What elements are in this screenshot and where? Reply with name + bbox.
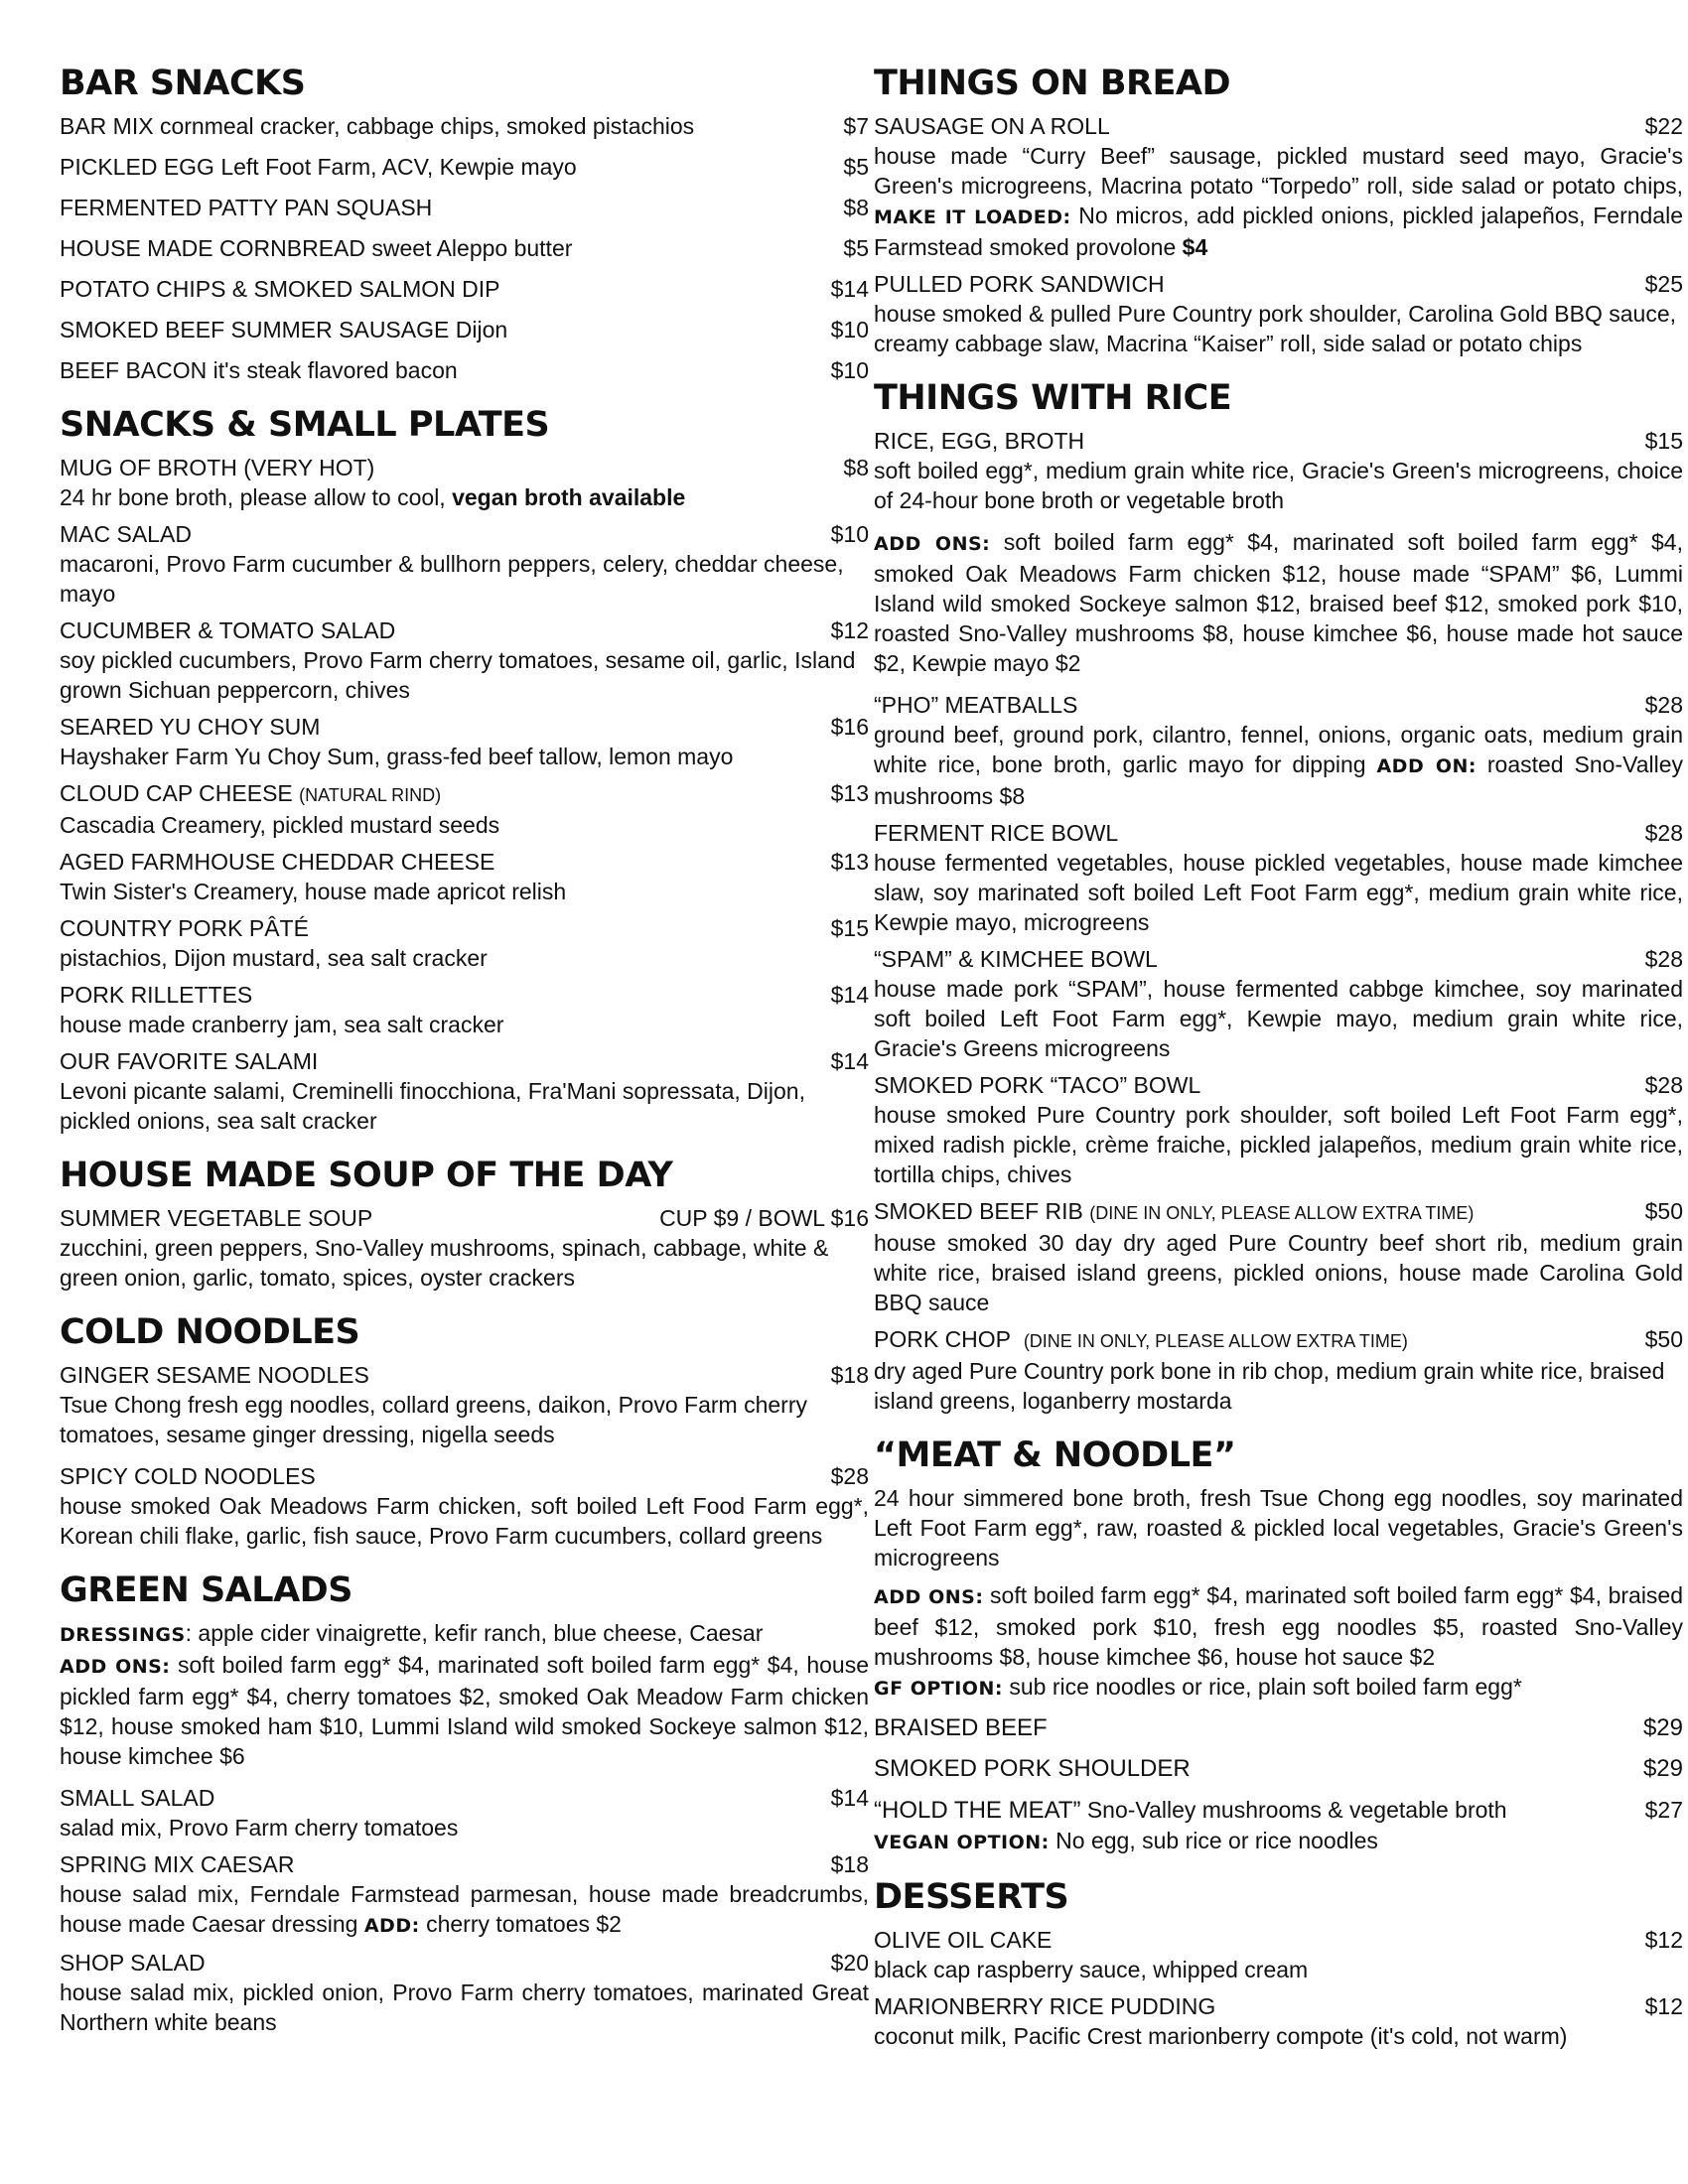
item-price: $12 bbox=[1644, 1927, 1683, 1953]
item-price: $7 bbox=[843, 113, 869, 139]
menu-item bbox=[60, 1360, 869, 1449]
item-price: $10 bbox=[830, 317, 869, 342]
menu-item bbox=[874, 426, 1683, 515]
dressings-text: : apple cider vinaigrette, kefir ranch, blue cheese, Caesar bbox=[185, 1620, 764, 1646]
gf-text: sub rice noodles or rice, plain soft boiled farm egg* bbox=[1009, 1674, 1522, 1700]
item-price: $14 bbox=[830, 276, 869, 302]
section-title: DESSERTS bbox=[874, 1877, 1069, 1917]
item-name: PULLED PORK SANDWICH bbox=[874, 271, 1165, 297]
item-desc: dry aged Pure Country pork bone in rib chop, medium grain white rice, braised island greens, loganberry mostarda bbox=[874, 1358, 1665, 1414]
item-name: SMOKED PORK SHOULDER bbox=[874, 1755, 1191, 1782]
item-price: $14 bbox=[830, 1048, 869, 1074]
item-detail: cornmeal cracker, cabbage chips, smoked pistachios bbox=[159, 113, 695, 139]
item-price: $14 bbox=[830, 982, 869, 1008]
item-desc: house made pork “SPAM”, house fermented cabbge kimchee, soy marinated soft boiled Left Foot Farm egg*, Kewpie mayo, medium grain white rice, Gracie's Greens microgreens bbox=[874, 976, 1683, 1061]
item-desc: soy pickled cucumbers, Provo Farm cherry tomatoes, sesame oil, garlic, Island grown Sichuan peppercorn, chives bbox=[60, 647, 856, 703]
addons-label: ADD ONS: bbox=[60, 1656, 171, 1678]
item-price: $25 bbox=[1644, 271, 1683, 297]
menu-item bbox=[874, 1070, 1683, 1189]
menu-item bbox=[60, 193, 869, 222]
item-name: “HOLD THE MEAT” bbox=[874, 1797, 1081, 1824]
dressings-label: DRESSINGS bbox=[60, 1624, 186, 1646]
item-name: SPRING MIX CAESAR bbox=[60, 1851, 295, 1877]
item-name: POTATO CHIPS & SMOKED SALMON DIP bbox=[60, 276, 500, 302]
item-desc: house made cranberry jam, sea salt cracker bbox=[60, 1012, 504, 1037]
item-price: $18 bbox=[830, 1362, 869, 1388]
item-price: CUP $9 / BOWL $16 bbox=[659, 1205, 869, 1231]
item-price: $10 bbox=[830, 357, 869, 383]
add-label: ADD ON: bbox=[1376, 755, 1477, 777]
item-price: $50 bbox=[1644, 1326, 1683, 1352]
item-desc: ground beef, ground pork, cilantro, fennel, onions, organic oats, medium grain white rice, bone broth, garlic mayo for dipping bbox=[874, 722, 1683, 777]
menu-item bbox=[60, 913, 869, 973]
section-desc: 24 hour simmered bone broth, fresh Tsue Chong egg noodles, soy marinated Left Foot Farm egg*, raw, roasted & pickled local vegetables, Gracie's Green's microgreens bbox=[874, 1485, 1683, 1570]
item-price: $8 bbox=[843, 455, 869, 480]
item-price: $22 bbox=[1644, 113, 1683, 139]
menu-item bbox=[874, 1991, 1683, 2051]
item-desc: pistachios, Dijon mustard, sea salt cracker bbox=[60, 945, 488, 971]
menu-item bbox=[60, 847, 869, 906]
addons-text: soft boiled farm egg* $4, marinated soft boiled farm egg* $4, braised beef $12, smoked pork $10, fresh egg noodles $5, roasted Sno-Valley mushrooms $8, house kimchee $6, house hot sauce $2 bbox=[874, 1582, 1684, 1670]
menu-item bbox=[874, 269, 1683, 358]
menu-item bbox=[60, 233, 869, 263]
menu-item bbox=[60, 355, 869, 385]
vegan-label: VEGAN OPTION: bbox=[874, 1832, 1050, 1853]
add-label: ADD: bbox=[363, 1915, 420, 1937]
item-name: MARIONBERRY RICE PUDDING bbox=[874, 1993, 1216, 2019]
item-desc: house smoked 30 day dry aged Pure Country beef short rib, medium grain white rice, braised island greens, pickled onions, house made Carolina Gold BBQ sauce bbox=[874, 1230, 1683, 1315]
item-name: “PHO” MEATBALLS bbox=[874, 692, 1078, 718]
vegan-text: No egg, sub rice or rice noodles bbox=[1055, 1828, 1378, 1853]
item-name: “SPAM” & KIMCHEE BOWL bbox=[874, 946, 1158, 972]
item-price: $27 bbox=[1644, 1797, 1683, 1823]
loaded-label: MAKE IT LOADED: bbox=[874, 206, 1071, 228]
item-name: CLOUD CAP CHEESE bbox=[60, 780, 293, 806]
menu-item bbox=[874, 1754, 1683, 1784]
item-desc: Twin Sister's Creamery, house made apricot relish bbox=[60, 879, 567, 904]
menu-item bbox=[60, 778, 869, 840]
menu-item bbox=[874, 1713, 1683, 1743]
item-name: OLIVE OIL CAKE bbox=[874, 1927, 1053, 1953]
menu-item bbox=[60, 315, 869, 344]
menu-item bbox=[874, 944, 1683, 1063]
item-desc: Cascadia Creamery, pickled mustard seeds bbox=[60, 812, 500, 838]
desserts-section bbox=[874, 1875, 1683, 2051]
menu-item bbox=[874, 1795, 1683, 1826]
addons-text: soft boiled farm egg* $4, marinated soft boiled farm egg* $4, smoked Oak Meadows Farm chicken $12, house made “SPAM” $6, Lummi Island wild smoked Sockeye salmon $12, braised beef $12, smoked pork $10, roasted Sno-Valley mushrooms $8, house kimchee $6, house made hot sauce $2, Kewpie mayo $2 bbox=[874, 529, 1683, 676]
menu-item bbox=[60, 1783, 869, 1843]
item-name: BAR MIX bbox=[60, 113, 154, 139]
addons-label: ADD ONS: bbox=[874, 1586, 984, 1608]
item-name: AGED FARMHOUSE CHEDDAR CHEESE bbox=[60, 849, 495, 875]
item-price: $50 bbox=[1644, 1198, 1683, 1224]
item-price: $28 bbox=[830, 1463, 869, 1489]
item-price: $28 bbox=[1644, 1072, 1683, 1098]
menu-item bbox=[874, 1925, 1683, 1984]
menu-item bbox=[874, 1196, 1683, 1317]
green-salads-section bbox=[60, 1569, 869, 2037]
item-price: $15 bbox=[1644, 428, 1683, 454]
item-price: $28 bbox=[1644, 820, 1683, 846]
item-name: HOUSE MADE CORNBREAD bbox=[60, 235, 365, 261]
item-desc: house smoked & pulled Pure Country pork shoulder, Carolina Gold BBQ sauce, creamy cabbage slaw, Macrina “Kaiser” roll, side salad or potato chips bbox=[874, 301, 1676, 356]
item-name: OUR FAVORITE SALAMI bbox=[60, 1048, 319, 1074]
item-note: (DINE IN ONLY, PLEASE ALLOW EXTRA TIME) bbox=[1089, 1203, 1475, 1223]
item-desc: Levoni picante salami, Creminelli finocchiona, Fra'Mani sopressata, Dijon, pickled onions, sea salt cracker bbox=[60, 1078, 805, 1134]
item-name: SMOKED PORK “TACO” BOWL bbox=[874, 1072, 1201, 1098]
item-desc-bold: vegan broth available bbox=[452, 484, 686, 510]
menu-item bbox=[60, 712, 869, 771]
item-desc: house salad mix, Ferndale Farmstead parmesan, house made breadcrumbs, house made Caesar dressing bbox=[60, 1881, 869, 1937]
item-price: $14 bbox=[830, 1785, 869, 1811]
menu-item bbox=[874, 1324, 1683, 1416]
section-title: THINGS ON BREAD bbox=[874, 64, 1231, 103]
item-name: SAUSAGE ON A ROLL bbox=[874, 113, 1110, 139]
item-price: $8 bbox=[843, 195, 869, 220]
addons-label: ADD ONS: bbox=[874, 533, 991, 555]
menu-item bbox=[60, 519, 869, 609]
menu-item bbox=[60, 152, 869, 182]
add-text: cherry tomatoes $2 bbox=[426, 1911, 622, 1937]
item-desc: soft boiled egg*, medium grain white rice, Gracie's Green's microgreens, choice of 24-hour bone broth or vegetable broth bbox=[874, 458, 1683, 513]
soup-section bbox=[60, 1154, 869, 1293]
loaded-price: $4 bbox=[1182, 234, 1208, 260]
item-desc: salad mix, Provo Farm cherry tomatoes bbox=[60, 1815, 459, 1841]
item-price: $29 bbox=[1642, 1714, 1683, 1741]
left-column bbox=[60, 62, 869, 2055]
menu-item bbox=[60, 1849, 869, 1941]
meat-noodle-section bbox=[874, 1433, 1683, 1857]
item-price: $12 bbox=[830, 617, 869, 643]
menu-item bbox=[60, 1203, 869, 1293]
item-name: BEEF BACON bbox=[60, 357, 208, 383]
item-price: $13 bbox=[830, 849, 869, 875]
item-name: PORK RILLETTES bbox=[60, 982, 253, 1008]
item-price: $5 bbox=[843, 154, 869, 180]
item-name: SUMMER VEGETABLE SOUP bbox=[60, 1205, 373, 1231]
loaded-text: No micros, add pickled onions, pickled jalapeños, Ferndale Farmstead smoked provolone bbox=[874, 203, 1683, 260]
item-name: COUNTRY PORK PÂTÉ bbox=[60, 915, 309, 941]
item-desc: zucchini, green peppers, Sno-Valley mushrooms, spinach, cabbage, white & green onion, garlic, tomato, spices, oyster crackers bbox=[60, 1235, 829, 1291]
item-desc: coconut milk, Pacific Crest marionberry compote (it's cold, not warm) bbox=[874, 2023, 1568, 2049]
addons-text: soft boiled farm egg* $4, marinated soft boiled farm egg* $4, house pickled farm egg* $4, cherry tomatoes $2, smoked Oak Meadow Farm chicken $12, house smoked ham $10, Lummi Island wild smoked Sockeye salmon $12, house kimchee $6 bbox=[60, 1652, 870, 1769]
item-desc: Tsue Chong fresh egg noodles, collard greens, daikon, Provo Farm cherry tomatoes, sesame ginger dressing, nigella seeds bbox=[60, 1392, 808, 1447]
item-note: (DINE IN ONLY, PLEASE ALLOW EXTRA TIME) bbox=[1023, 1331, 1408, 1351]
item-price: $13 bbox=[830, 780, 869, 806]
menu-item bbox=[60, 615, 869, 705]
section-title: COLD NOODLES bbox=[60, 1312, 360, 1352]
item-price: $29 bbox=[1642, 1755, 1683, 1782]
item-detail: it's steak flavored bacon bbox=[212, 357, 458, 383]
item-desc: house salad mix, pickled onion, Provo Farm cherry tomatoes, marinated Great Northern white beans bbox=[60, 1979, 869, 2035]
menu-item bbox=[60, 1461, 869, 1551]
item-detail: sweet Aleppo butter bbox=[371, 235, 573, 261]
item-name: SMALL SALAD bbox=[60, 1785, 215, 1811]
item-price: $20 bbox=[830, 1950, 869, 1976]
item-name: MUG OF BROTH (VERY HOT) bbox=[60, 455, 375, 480]
section-title: “MEAT & NOODLE” bbox=[874, 1435, 1236, 1475]
item-name: FERMENTED PATTY PAN SQUASH bbox=[60, 195, 433, 220]
menu-item bbox=[60, 980, 869, 1039]
item-desc: house smoked Oak Meadows Farm chicken, soft boiled Left Food Farm egg*, Korean chili flake, garlic, fish sauce, Provo Farm cucumbers, collard greens bbox=[60, 1493, 869, 1549]
menu-item bbox=[60, 1046, 869, 1136]
section-title: GREEN SALADS bbox=[60, 1570, 352, 1610]
item-name: FERMENT RICE BOWL bbox=[874, 820, 1119, 846]
item-detail: Left Foot Farm, ACV, Kewpie mayo bbox=[220, 154, 577, 180]
item-name: SMOKED BEEF SUMMER SAUSAGE bbox=[60, 317, 450, 342]
things-with-rice-section bbox=[874, 376, 1683, 1416]
item-price: $28 bbox=[1644, 946, 1683, 972]
item-price: $10 bbox=[830, 521, 869, 547]
item-price: $12 bbox=[1644, 1993, 1683, 2019]
item-price: $28 bbox=[1644, 692, 1683, 718]
menu-item bbox=[874, 111, 1683, 262]
item-name: MAC SALAD bbox=[60, 521, 192, 547]
menu-item bbox=[60, 1948, 869, 2037]
item-desc: house made “Curry Beef” sausage, pickled mustard seed mayo, Gracie's Green's microgreens, Macrina potato “Torpedo” roll, side salad or potato chips, bbox=[874, 143, 1683, 199]
menu-item bbox=[60, 453, 869, 512]
item-name: SEARED YU CHOY SUM bbox=[60, 714, 321, 740]
item-name: SHOP SALAD bbox=[60, 1950, 206, 1976]
item-price: $15 bbox=[830, 915, 869, 941]
right-column bbox=[874, 62, 1683, 2069]
things-on-bread-section bbox=[874, 62, 1683, 358]
add-text: roasted Sno-Valley mushrooms $8 bbox=[874, 751, 1683, 809]
item-name: PICKLED EGG bbox=[60, 154, 214, 180]
menu-item bbox=[60, 274, 869, 304]
item-name: PORK CHOP bbox=[874, 1326, 1012, 1352]
item-detail: Dijon bbox=[455, 317, 508, 342]
item-price: $5 bbox=[843, 235, 869, 261]
item-detail: Sno-Valley mushrooms & vegetable broth bbox=[1086, 1797, 1507, 1823]
item-desc: house smoked Pure Country pork shoulder, soft boiled Left Foot Farm egg*, mixed radish pickle, crème fraiche, pickled jalapeños, medium grain white rice, tortilla chips, chives bbox=[874, 1102, 1683, 1187]
cold-noodles-section bbox=[60, 1310, 869, 1551]
menu-item bbox=[874, 818, 1683, 937]
item-name: BRAISED BEEF bbox=[874, 1714, 1048, 1741]
item-name: RICE, EGG, BROTH bbox=[874, 428, 1085, 454]
item-price: $18 bbox=[830, 1851, 869, 1877]
item-name: SPICY COLD NOODLES bbox=[60, 1463, 316, 1489]
bar-snacks-section bbox=[60, 62, 869, 385]
menu-item bbox=[874, 690, 1683, 811]
snacks-small-plates-section bbox=[60, 403, 869, 1136]
item-name: GINGER SESAME NOODLES bbox=[60, 1362, 369, 1388]
item-note: (NATURAL RIND) bbox=[299, 785, 442, 805]
item-price: $16 bbox=[830, 714, 869, 740]
item-desc: house fermented vegetables, house pickled vegetables, house made kimchee slaw, soy marinated soft boiled Left Foot Farm egg*, medium grain white rice, Kewpie mayo, microgreens bbox=[874, 850, 1683, 935]
section-title: SNACKS & SMALL PLATES bbox=[60, 405, 550, 445]
section-title: BAR SNACKS bbox=[60, 64, 306, 103]
menu-item bbox=[60, 111, 869, 141]
section-title: THINGS WITH RICE bbox=[874, 378, 1232, 418]
section-title: HOUSE MADE SOUP OF THE DAY bbox=[60, 1156, 673, 1195]
item-desc: 24 hr bone broth, please allow to cool, bbox=[60, 484, 446, 510]
item-desc: macaroni, Provo Farm cucumber & bullhorn peppers, celery, cheddar cheese, mayo bbox=[60, 551, 844, 607]
item-name: SMOKED BEEF RIB bbox=[874, 1198, 1083, 1224]
item-desc: Hayshaker Farm Yu Choy Sum, grass-fed beef tallow, lemon mayo bbox=[60, 744, 734, 769]
item-name: CUCUMBER & TOMATO SALAD bbox=[60, 617, 396, 643]
gf-label: GF OPTION: bbox=[874, 1678, 1003, 1700]
item-desc: black cap raspberry sauce, whipped cream bbox=[874, 1957, 1309, 1982]
